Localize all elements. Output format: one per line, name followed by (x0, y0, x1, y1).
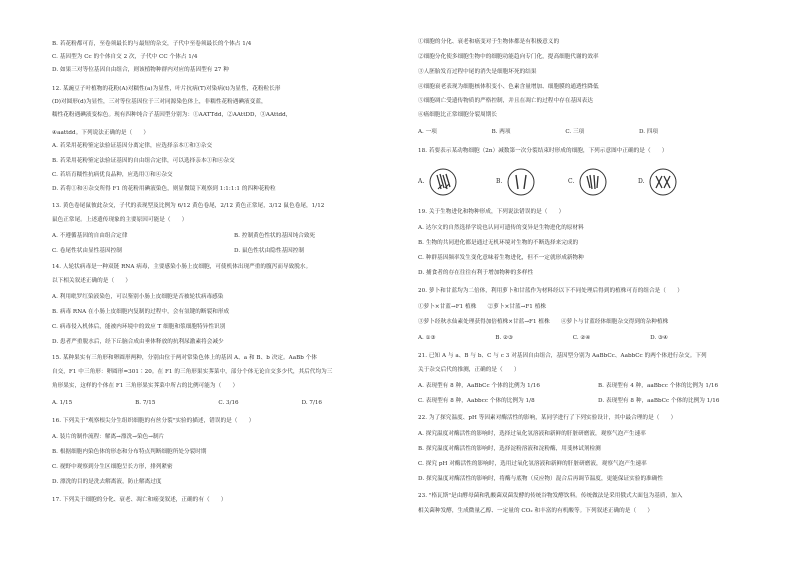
option-b: B. 根据细胞内染色体的形态和分布特点判断细胞所处分裂时期 (52, 449, 207, 455)
cell-figure-a (428, 167, 458, 197)
option-d: D. 四项 (638, 129, 658, 135)
option-d: D. 若将①和④杂交所得 F1 的花粉用碘液染色，则显微镜下观察到 1:1:1:1 的四种花粉粒 (52, 186, 276, 192)
option-b: B. 表现型有 4 种，aaBbcc 个体的比例为 1/16 (598, 383, 719, 389)
option-b: B. 病毒 RNA 在小肠上皮细胞内复制的过程中，会有氢键的断裂和形成 (52, 309, 230, 315)
option-d: D. 表现型有 8 种，aaBbCc 个体的比例为 1/16 (598, 398, 720, 404)
option-b: B. 生物的共同进化都是通过无机环境对生物的不断选择来完成的 (418, 240, 579, 246)
text-line: 角形果实，这样的个体在 F1 三角形果实荠菜中所占的比例可能为（ ） (52, 383, 239, 389)
text-line: D. 如果三对等位基因自由组合，则该植物种群内对应的基因型有 27 种 (52, 67, 229, 73)
question-18: 18. 若要表示某动物细胞（2n）减数第一次分裂结束时形成的细胞，下列示意图中正确的是（ ） (418, 148, 668, 154)
option-a: A. 不遵循基因的自由组合定律 (52, 233, 128, 239)
question-23: 23. "格瓦斯"是由酵母菌和乳酸菌双菌发酵的传统谷物发酵饮料。传统做法是采用俄式大面包为基质，加入 (418, 493, 683, 499)
option-c: C. 卷尾性状由显性基因控制 (52, 248, 122, 254)
option-b: B. 7/15 (135, 400, 156, 406)
figure-label: C. (568, 178, 575, 185)
option-d: D. 鼠色性状由隐性基因控制 (234, 248, 305, 254)
option-c: C. 病毒侵入机体后，能被内环境中的效应 T 细胞和浆细胞特异性识别 (52, 324, 226, 330)
text-line: 相关菌种发酵，生成微量乙醇、一定量的 CO₂ 和丰富的有机酸等。下列叙述正确的是（ ） (418, 508, 654, 514)
option-d: D. 探究温度对酶活性的影响时，将酶与底物（反应物）混合后再调节温度，更能保证实验的准确性 (418, 476, 664, 482)
option-a: A. 表现型有 8 种，AaBbCc 个体的比例为 1/16 (418, 383, 540, 389)
cell-figures (418, 167, 738, 201)
statement-4: ④细胞衰老表现为细胞核体积变小、色素含量增加、细胞膜的通透性降低 (418, 84, 599, 90)
text-line: ④aattdd。下列说法正确的是（ ） (52, 130, 150, 136)
option-d: D. 患者严重脱水后，经下丘脑合成由垂体释放的抗利尿激素将会减少 (52, 339, 224, 345)
question-16: 16. 下列关于"观察根尖分生组织细胞的有丝分裂"实验的描述，错误的是（ ） (52, 418, 255, 424)
q20-options (418, 336, 668, 342)
figure-label: A. (418, 178, 425, 185)
option-d: D. ③④ (650, 335, 668, 341)
option-a: A. 利用吡罗红染液染色，可以鉴别小肠上皮细胞是否被轮状病毒感染 (52, 294, 224, 300)
statement-2: ②细胞分化使多细胞生物中的细胞功能趋向专门化，提高细胞代谢的效率 (418, 54, 599, 60)
option-c: C. 视野中观察到分生区细胞呈长方形，排列紧密 (52, 464, 173, 470)
option-c: C. 表现型有 8 种，Aabbcc 个体的比例为 1/8 (418, 398, 535, 404)
figure-label: B. (496, 178, 503, 185)
option-a: A. 装片的制作流程：解离→漂洗→染色→制片 (52, 434, 165, 440)
cell-figure-b (506, 167, 536, 197)
option-c: C. 若培育糯性抗病优良品种，应选用①和④杂交 (52, 172, 173, 178)
question-12: 12. 某豌豆子叶植物的花粉(A)对糯性(a)为显性，叶片抗病(T)对染病(t)为显性，花粉粒长形 (52, 86, 281, 92)
text-line: 以下相关叙述正确的是（ ） (52, 278, 132, 284)
option-c: C. 种群基因频率发生变化意味着生物进化，但不一定就形成新物种 (418, 255, 584, 261)
text-line: C. 基因型为 Cc 的个体自交 2 次，子代中 CC 个体占 1/4 (52, 54, 198, 60)
q20-item: ③萝卜经秋水仙素处理获得加倍植株×甘蓝→F1 植株 ④萝卜与甘蓝经体细胞杂交得到的杂种植株 (418, 319, 669, 325)
option-c: C. 探究 pH 对酶活性的影响时，选用过氧化氢溶液和新鲜的肝脏研磨液，观察气泡产生速率 (418, 461, 647, 467)
question-14: 14. 人轮状病毒是一种双链 RNA 病毒，主要感染小肠上皮细胞，可使机体出现严重的腹泻而导致脱水。 (52, 264, 312, 270)
option-b: B. 若采用花粉鉴定法验证基因的自由组合定律，可以选择亲本①和④杂交 (52, 158, 235, 164)
text-line: 自交，F1 中三角形：卵圆形=301∶20。在 F1 的三角形果实荠菜中，部分个体无论自交多少代，其后代均为三 (52, 369, 333, 375)
text-line: 鼠色正常尾。上述遗传现象的主要原因可能是（ ） (52, 217, 188, 223)
option-a: A. 若采用花粉鉴定法验证基因分离定律，应选择亲本①和③杂交 (52, 143, 213, 149)
figure-label: D. (638, 178, 645, 185)
option-a: A. 一项 (418, 129, 437, 135)
question-17: 17. 下列关于细胞的分化、衰老、凋亡和癌变叙述，正确的有（ ） (52, 497, 227, 503)
question-20: 20. 萝卜和甘蓝均为二倍体，利用萝卜和甘蓝作为材料经以下不同处理后得到的植株可育的组合是（ ） (418, 288, 683, 294)
statement-1: ①细胞的分化、衰老和癌变对于生物体都是有积极意义的 (418, 39, 560, 45)
option-d: D. 7/16 (301, 400, 322, 406)
statement-5: ⑤细胞凋亡受遗传物质的严格控制，并且在凋亡的过程中存在基因表达 (418, 98, 593, 104)
q20-item: ①萝卜×甘蓝→F1 植株 ②萝卜×甘蓝→F1 植株 (418, 304, 546, 310)
text-line: (D)对圆形(d)为显性，三对等位基因位于三对同源染色体上，非糯性花粉遇碘液变蓝， (52, 99, 267, 105)
option-c: C. 三项 (565, 129, 585, 135)
option-a: A. ①③ (418, 335, 436, 341)
question-22: 22. 为了探究温度、pH 等因素对酶活性的影响，某同学进行了下列实验设计，其中最合理的是（ ） (418, 415, 677, 421)
option-b: B. 两项 (491, 129, 511, 135)
q15-options (52, 401, 322, 407)
option-a: A. 1/15 (52, 400, 73, 406)
option-c: C. 3/16 (218, 400, 239, 406)
option-c: C. ②④ (572, 335, 591, 341)
option-a: A. 达尔文的自然选择学说也认同可遗传的变异是生物进化的原材料 (418, 225, 584, 231)
question-19: 19. 关于生物进化和物种形成，下列说法错误的是（ ） (418, 209, 565, 215)
cell-figure-d (648, 167, 678, 197)
option-a: A. 探究温度对酶活性的影响时，选择过氧化氢溶液和新鲜的肝脏研磨液，观察气泡产生速率 (418, 431, 646, 437)
text-line: 关于杂交后代的推测，正确的是（ ） (418, 367, 520, 373)
statement-3: ③人胚胎发育过程中尾的消失是细胞坏死的结果 (418, 69, 537, 75)
text-line: 糯性花粉遇碘液变棕色。现有四种纯合子基因型分别为：①AATTdd，②AAttDD，③AAttdd， (52, 112, 292, 118)
option-d: D. 漂洗的目的是洗去解离液，防止解离过度 (52, 479, 162, 485)
cell-figure-c (578, 167, 608, 197)
q17-options (418, 130, 658, 136)
option-b: B. 探究温度对酶活性的影响时，选择淀粉溶液和淀粉酶，用斐林试剂检测 (418, 446, 601, 452)
statement-6: ⑥癌细胞比正常细胞分裂周期长 (418, 112, 498, 118)
question-21: 21. 已知 A 与 a、B 与 b、C 与 c 3 对基因自由组合，基因型分别为 AaBbCc、AabbCc 的两个体进行杂交。下列 (418, 353, 707, 359)
option-d: D. 捕食者的存在往往有利于增加物种的多样性 (418, 270, 534, 276)
text-line: B. 若花粉都可育，至卷须最长的与最短的杂交，子代中至卷须最长的个体占 1/4 (52, 41, 252, 47)
question-13: 13. 黄色卷尾鼠彼此杂交，子代的表现型及比例为 6/12 黄色卷尾，2/12 黄色正常尾，3/12 鼠色卷尾，1/12 (52, 203, 325, 209)
question-15: 15. 某种果实有三角形和卵圆形两种，分别由位于两对常染色体上的基因 A、a 和 B、b 决定。AaBb 个体 (52, 355, 318, 361)
option-b: B. 控制黄色性状的基因纯合致死 (234, 233, 316, 239)
option-b: B. ②③ (495, 335, 514, 341)
